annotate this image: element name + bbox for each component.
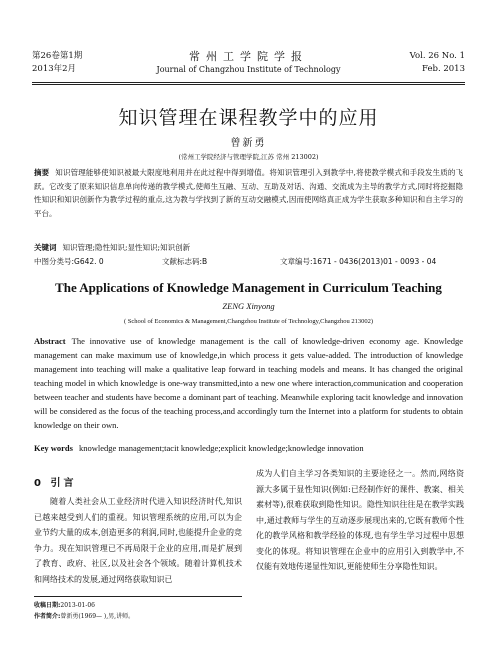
- article-title-en: The Applications of Knowledge Management in Curriculum Teaching: [55, 280, 442, 295]
- footnote-rule: [34, 596, 242, 597]
- received-value: 2013-01-06: [60, 602, 95, 609]
- section-heading: 0 引言: [34, 478, 77, 489]
- issue-date: 2013年2月: [32, 64, 77, 74]
- affiliation-cn: (常州工学院经济与管理学院,江苏 常州 213002): [178, 153, 319, 161]
- issue-info-en: [410, 50, 465, 76]
- journal-name: [32, 50, 465, 76]
- keywords-text-cn: 知识管理;隐性知识;显性知识;知识创新: [62, 243, 191, 252]
- journal-name-cn: 常州工学院学报: [189, 50, 308, 63]
- bio-value: 曾新勇(1969— ),男,讲师。: [60, 613, 135, 620]
- issue-date-en: Feb. 2013: [422, 64, 465, 74]
- abstract-cn: [34, 166, 463, 220]
- abstract-text-cn: 知识管理能够使知识被最大限度地利用并在此过程中得到增值。将知识管理引入到教学中,将使教学模式和手段发生质的飞跃。它改变了原来知识信息单向传递的教学模式,使师生互融、互动、互助及对话、沟通、交流成为主导的教学方式,同时将挖掘隐性知识和知识创新作为教学过程的重点,这为教与学找到了新的互动交融模式,因而使网络真正成为学生获取多种知识和自主学习的平台。: [34, 168, 463, 218]
- footnotes: [34, 600, 264, 622]
- document-code: 文献标志码:B: [162, 257, 208, 266]
- volume-issue-en: Vol. 26 No. 1: [409, 51, 465, 61]
- received-date: [34, 600, 264, 611]
- keywords-label-cn: 关键词: [34, 243, 57, 252]
- keywords-cn: [34, 242, 463, 254]
- body-column-right: 成为人们自主学习各类知识的主要途径之一。然而,网络资源大多属于显性知识(例如:已经制作好的课件、教案、相关素材等),很难获取到隐性知识。隐性知识往往是在教学实践中,通过教师与学生的互动逐步展现出来的,它既有教师个性化的教学风格和教学经验的体现,也有学生学习过程中思想变化的体现。将知识管理在企业中的应用引入到教学中,不仅能有效地传递显性知识,更能使师生分享隐性知识。: [256, 469, 464, 571]
- keywords-text-en: knowledge management;tacit knowledge;explicit knowledge;knowledge innovation: [78, 443, 364, 453]
- volume-issue: 第26卷第1期: [32, 51, 83, 61]
- affiliation-en: ( School of Economics & Management,Changzhou Institute of Technology,Changzhou 213002): [123, 318, 374, 325]
- author-name-en: ZENG Xinyong: [222, 301, 275, 311]
- abstract-label-en: Abstract: [34, 336, 66, 346]
- clc-number: 中图分类号:G642. 0: [34, 257, 104, 266]
- abstract-label-cn: 摘要: [34, 168, 50, 177]
- bio-label: 作者简介:: [34, 613, 61, 620]
- header-rule-thin: [32, 84, 465, 85]
- article-title-cn: 知识管理在课程教学中的应用: [118, 107, 379, 129]
- received-label: 收稿日期:: [34, 602, 61, 609]
- keywords-en: [34, 442, 463, 455]
- abstract-en: [34, 334, 463, 432]
- author-bio: [34, 611, 264, 622]
- article-number: 文章编号:1671 - 0436(2013)01 - 0093 - 04: [280, 257, 437, 266]
- author-name-cn: 曾新勇: [230, 138, 267, 149]
- keywords-label-en: Key words: [34, 443, 73, 453]
- header-rule: [32, 82, 465, 83]
- abstract-text-en: The innovative use of knowledge management is the call of knowledge-driven economy age. Knowledge management can make maximum use of knowledge,in which process it gets value-added. The introduction of knowledge management into teaching will make a qualitative leap forward in teaching models and means. It has changed the original teaching model in which knowledge is one-way transmitted,into a new one where interaction,communication and cooperation between teacher and students have become a dominant part of teaching. Meanwhile exploring tacit knowledge and innovation will be considered as the focus of the teaching process,and accordingly turn the Internet into a platform for students to obtain knowledge on their own.: [34, 336, 463, 430]
- journal-name-en: Journal of Changzhou Institute of Technology: [156, 65, 341, 74]
- journal-header: [32, 50, 465, 80]
- body-column-left: 随着人类社会从工业经济时代进入知识经济时代,知识已越来越受到人们的重视。知识管理系统的应用,可以为企业节约大量的成本,创造更多的利润,同时,也能提升企业的竞争力。现在知识管理已不再局限于企业的应用,而是扩展到了教育、政府、社区,以及社会各个领域。随着计算机技术和网络技术的发展,通过网络获取知识已: [34, 497, 242, 584]
